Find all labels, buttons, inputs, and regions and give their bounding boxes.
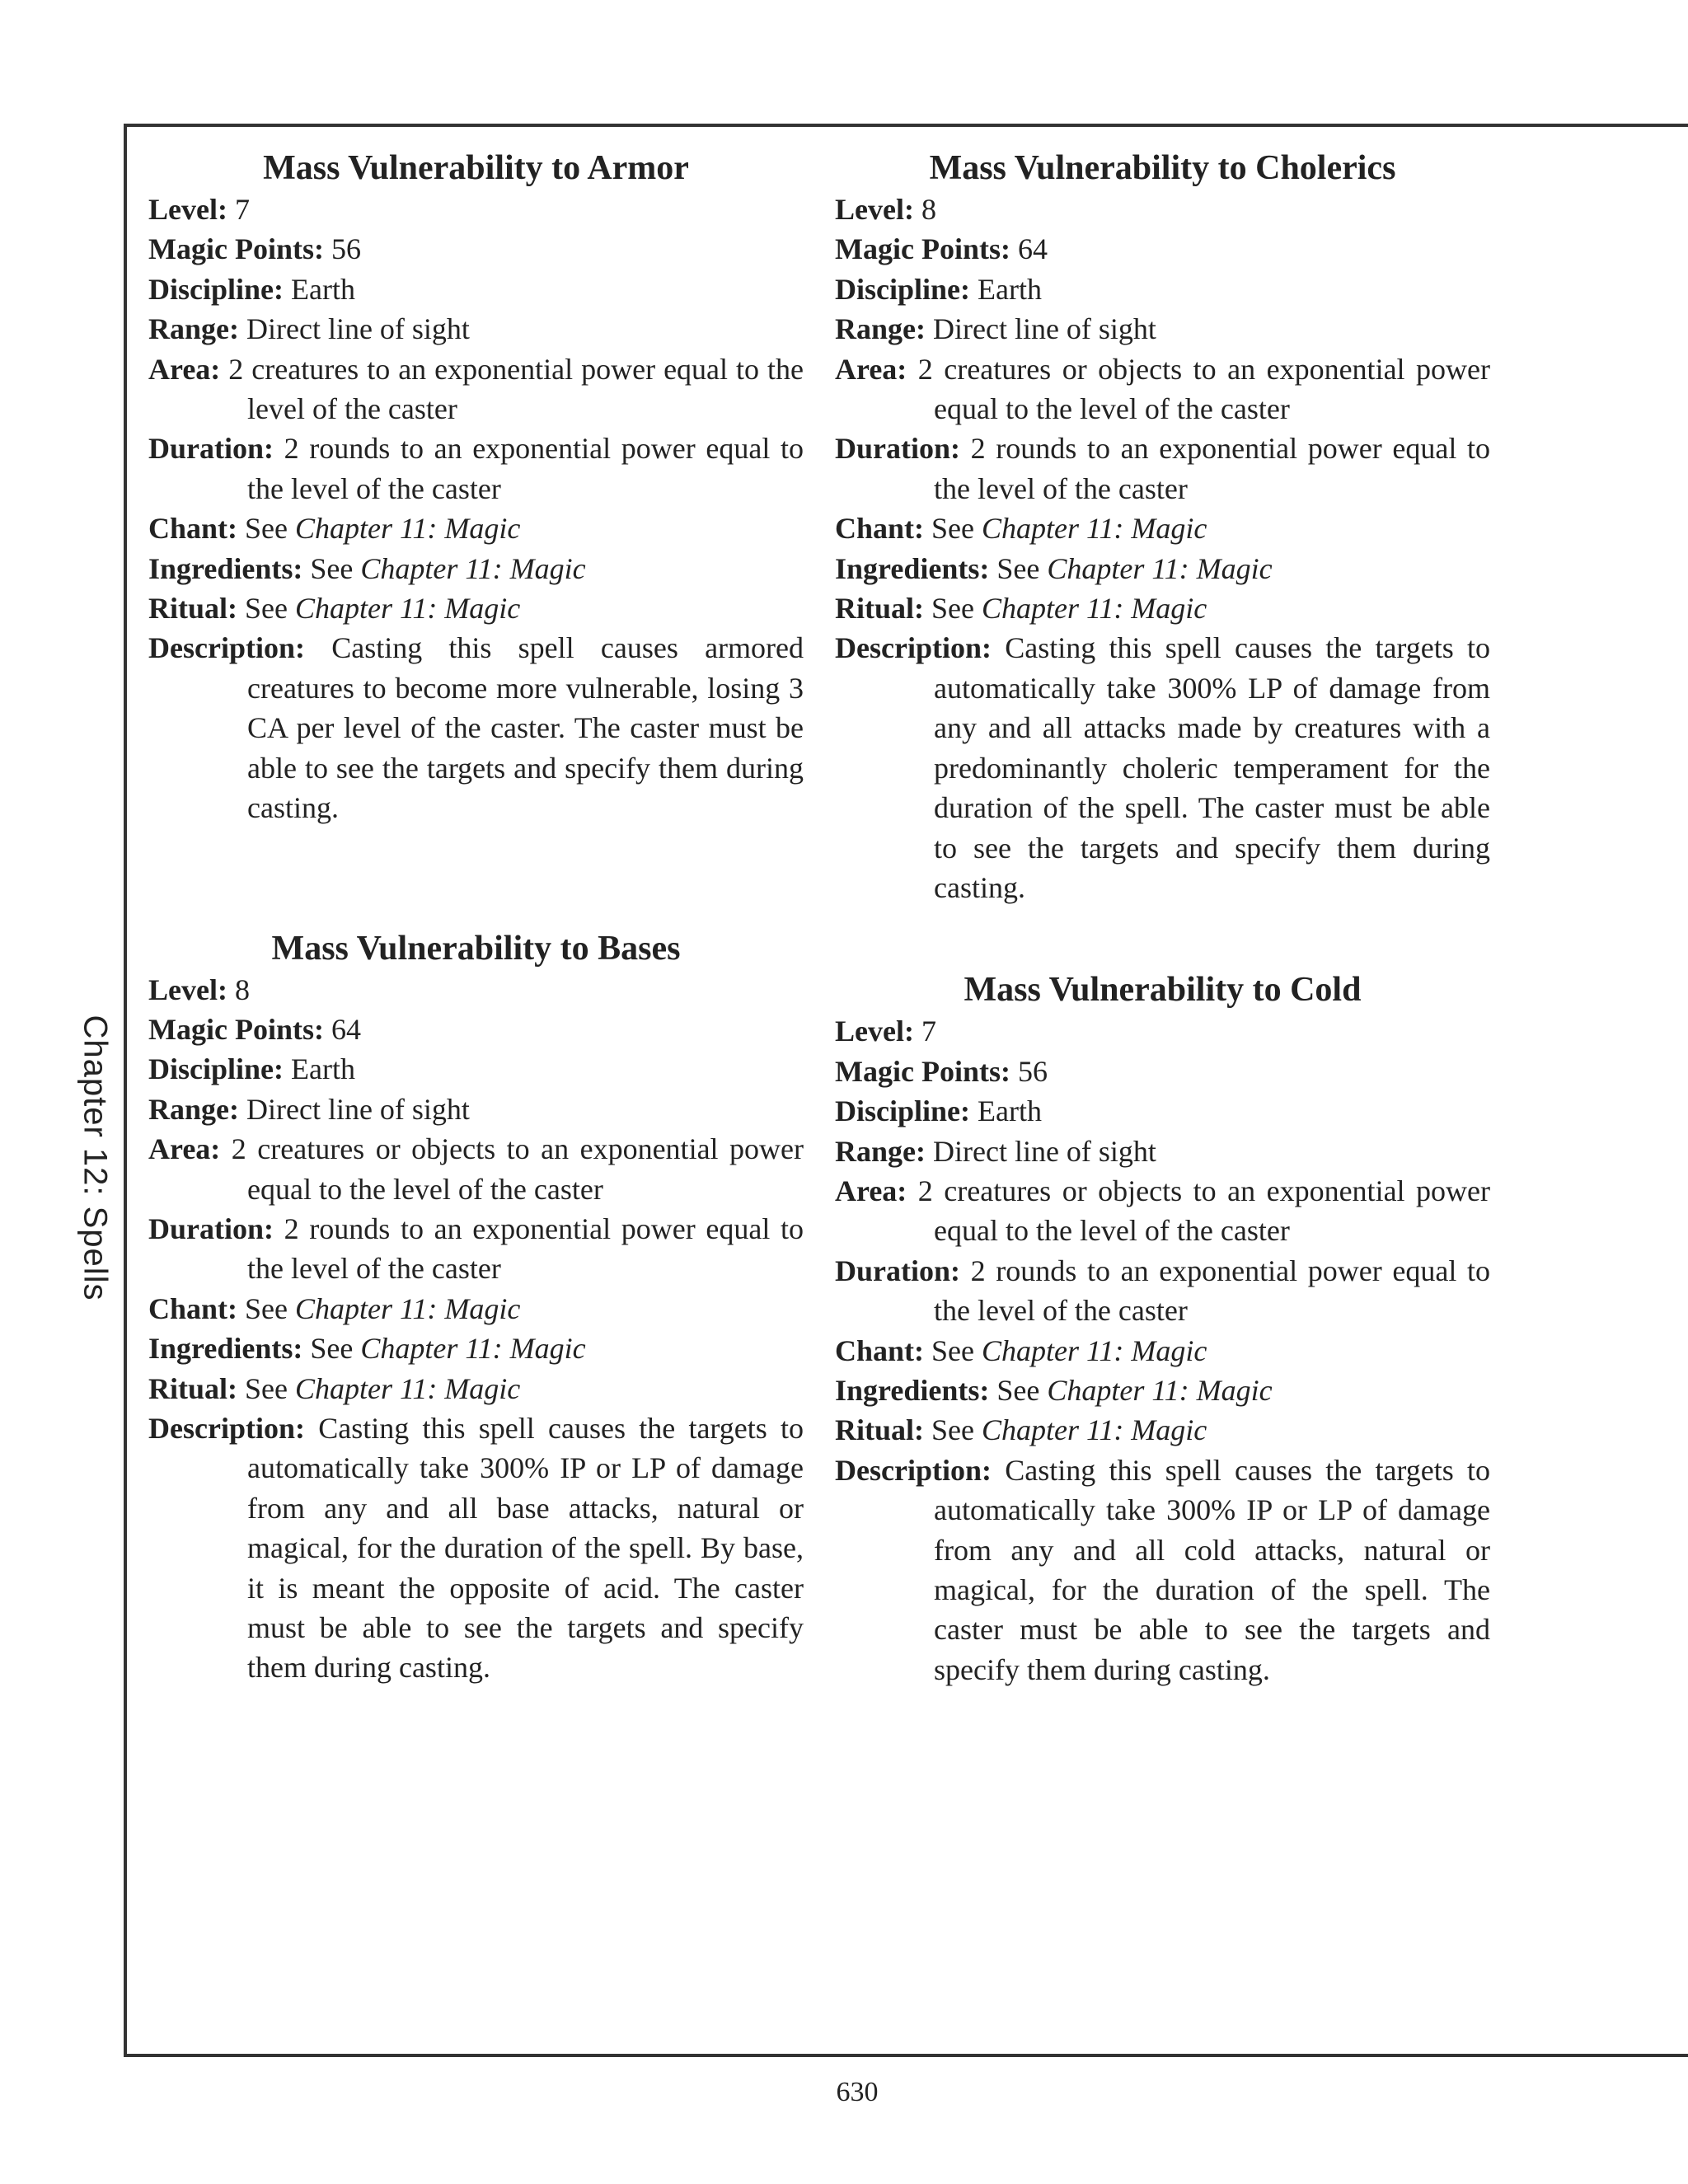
field-label: Description: xyxy=(148,1411,305,1445)
field-label: Chant: xyxy=(835,512,925,546)
field-label: Ingredients: xyxy=(148,1332,303,1366)
field-label: Duration: xyxy=(835,1254,960,1287)
spell-field-chant xyxy=(148,509,804,548)
field-value: Direct line of sight xyxy=(933,1134,1156,1168)
field-value: Earth xyxy=(291,1052,355,1086)
spell-field-range xyxy=(835,1132,1490,1171)
field-label: Chant: xyxy=(148,512,238,546)
spell-field-magic-points xyxy=(835,1052,1490,1091)
field-label: Description: xyxy=(835,631,992,665)
field-value: 2 creatures or objects to an exponential power equal to the level of the caster xyxy=(917,1174,1491,1248)
field-label: Magic Points: xyxy=(835,1054,1010,1088)
spell-entry xyxy=(835,145,1490,907)
chapter-reference: Chapter 11: Magic xyxy=(981,1413,1207,1447)
field-label: Discipline: xyxy=(835,272,971,306)
field-label: Area: xyxy=(835,1174,907,1207)
chapter-reference: Chapter 11: Magic xyxy=(1047,1373,1273,1407)
field-label: Range: xyxy=(835,312,926,346)
page-number: 630 xyxy=(836,2077,879,2107)
chapter-reference: Chapter 11: Magic xyxy=(294,592,521,626)
field-value: 8 xyxy=(921,193,936,226)
spell-field-chant xyxy=(148,1289,804,1329)
field-label: Range: xyxy=(148,1092,239,1126)
right-column xyxy=(835,145,1490,1690)
field-value: 7 xyxy=(234,193,250,226)
spell-field-description xyxy=(835,628,1490,907)
see-text: See xyxy=(931,1333,975,1367)
spell-field-description xyxy=(835,1451,1490,1690)
field-label: Ingredients: xyxy=(835,551,990,585)
see-text: See xyxy=(310,1332,354,1366)
spell-field-range xyxy=(835,309,1490,349)
spell-field-ritual xyxy=(148,588,804,628)
field-label: Ritual: xyxy=(835,592,924,626)
field-value: 56 xyxy=(331,232,361,266)
field-label: Description: xyxy=(148,631,305,665)
field-value: Casting this spell causes armored creatures to become more vulnerable, losing 3 CA per level of the caster. The caster must be able to see the targets and specify them during casting. xyxy=(247,631,804,825)
spell-field-ritual xyxy=(148,1369,804,1408)
chapter-reference: Chapter 11: Magic xyxy=(1047,551,1273,585)
field-label: Range: xyxy=(148,312,239,346)
field-value: 64 xyxy=(1017,232,1048,266)
chapter-reference: Chapter 11: Magic xyxy=(295,512,521,546)
field-value: 7 xyxy=(921,1015,936,1048)
chapter-reference: Chapter 11: Magic xyxy=(982,512,1207,546)
field-label: Duration: xyxy=(835,432,960,466)
field-label: Chant: xyxy=(835,1333,925,1367)
field-value: Direct line of sight xyxy=(246,1092,470,1126)
field-label: Ingredients: xyxy=(148,551,303,585)
spell-field-duration xyxy=(835,429,1490,509)
field-label: Ritual: xyxy=(148,1371,237,1405)
chapter-reference: Chapter 11: Magic xyxy=(360,1332,586,1366)
spell-field-discipline xyxy=(148,269,804,309)
field-value: 2 rounds to an exponential power equal to the level of the caster xyxy=(934,1254,1490,1328)
field-value: 2 rounds to an exponential power equal to the level of the caster xyxy=(247,432,804,505)
field-label: Description: xyxy=(835,1453,992,1487)
spell-field-duration xyxy=(835,1251,1490,1331)
spell-field-area xyxy=(148,1129,804,1209)
spell-field-area xyxy=(148,349,804,429)
field-label: Magic Points: xyxy=(148,1012,324,1046)
spell-field-description xyxy=(148,628,804,827)
field-label: Ritual: xyxy=(835,1413,924,1447)
spell-field-chant xyxy=(835,1331,1490,1371)
spell-field-area xyxy=(835,349,1490,429)
spell-entry xyxy=(148,145,804,828)
spell-field-discipline xyxy=(835,269,1490,309)
spell-field-ingredients xyxy=(835,549,1490,588)
see-text: See xyxy=(245,1291,288,1325)
spell-field-level xyxy=(835,1011,1490,1051)
field-label: Discipline: xyxy=(835,1094,971,1128)
field-label: Magic Points: xyxy=(835,232,1010,266)
field-value: Earth xyxy=(291,272,355,306)
spell-field-discipline xyxy=(148,1049,804,1089)
spell-field-magic-points xyxy=(835,229,1490,269)
field-value: 2 creatures or objects to an exponential power equal to the level of the caster xyxy=(917,352,1491,426)
spell-field-ingredients xyxy=(148,549,804,588)
see-text: See xyxy=(310,551,354,585)
spell-entry xyxy=(835,967,1490,1690)
see-text: See xyxy=(996,1373,1040,1407)
spell-field-level xyxy=(148,970,804,1010)
field-value: 8 xyxy=(234,972,250,1006)
see-text: See xyxy=(931,1413,974,1447)
field-label: Level: xyxy=(835,1015,914,1048)
chapter-side-label: Chapter 12: Spells xyxy=(77,1015,114,1301)
chapter-reference: Chapter 11: Magic xyxy=(294,1371,521,1405)
spell-field-ingredients xyxy=(835,1371,1490,1410)
field-value: Direct line of sight xyxy=(246,312,470,346)
field-label: Magic Points: xyxy=(148,232,324,266)
see-text: See xyxy=(245,592,288,626)
field-label: Area: xyxy=(148,1132,221,1166)
spell-field-level xyxy=(148,190,804,229)
field-label: Level: xyxy=(835,193,914,226)
spell-field-ritual xyxy=(835,1410,1490,1450)
field-label: Ingredients: xyxy=(835,1373,990,1407)
field-value: 2 creatures or objects to an exponential power equal to the level of the caster xyxy=(231,1132,804,1206)
spell-title: Mass Vulnerability to Armor xyxy=(263,149,689,187)
field-label: Area: xyxy=(835,352,907,386)
spell-field-chant xyxy=(835,509,1490,548)
spell-field-duration xyxy=(148,429,804,509)
field-label: Area: xyxy=(148,352,221,386)
spell-field-description xyxy=(148,1408,804,1688)
spell-entry xyxy=(148,926,804,1688)
spell-field-duration xyxy=(148,1209,804,1289)
field-label: Discipline: xyxy=(148,272,284,306)
see-text: See xyxy=(245,512,288,546)
spell-field-area xyxy=(835,1171,1490,1251)
spell-field-range xyxy=(148,309,804,349)
chapter-reference: Chapter 11: Magic xyxy=(982,1333,1207,1367)
spell-title: Mass Vulnerability to Bases xyxy=(271,929,681,968)
spell-title: Mass Vulnerability to Cold xyxy=(964,971,1362,1010)
see-text: See xyxy=(245,1371,288,1405)
spell-field-range xyxy=(148,1090,804,1129)
field-value: 2 rounds to an exponential power equal to the level of the caster xyxy=(247,1212,804,1286)
field-label: Discipline: xyxy=(148,1052,284,1086)
field-label: Chant: xyxy=(148,1291,238,1325)
field-label: Duration: xyxy=(148,432,274,466)
spell-field-magic-points xyxy=(148,229,804,269)
spell-field-magic-points xyxy=(148,1010,804,1049)
chapter-reference: Chapter 11: Magic xyxy=(360,551,586,585)
field-value: 2 rounds to an exponential power equal to the level of the caster xyxy=(934,432,1490,505)
field-value: Earth xyxy=(978,1094,1042,1128)
field-label: Ritual: xyxy=(148,592,237,626)
see-text: See xyxy=(931,592,974,626)
field-label: Level: xyxy=(148,972,227,1006)
see-text: See xyxy=(931,512,975,546)
field-value: Casting this spell causes the targets to automatically take 300% LP of damage from any and all attacks made by creatures with a predominantly choleric temperament for the duration of the spell. The caster must be able to see the targets and specify them during casting. xyxy=(934,631,1491,904)
field-label: Duration: xyxy=(148,1212,274,1245)
spell-field-level xyxy=(835,190,1490,229)
chapter-reference: Chapter 11: Magic xyxy=(295,1291,521,1325)
field-label: Range: xyxy=(835,1134,926,1168)
spell-field-ritual xyxy=(835,588,1490,628)
chapter-reference: Chapter 11: Magic xyxy=(981,592,1207,626)
field-value: Direct line of sight xyxy=(933,312,1156,346)
field-value: 64 xyxy=(331,1012,361,1046)
field-value: 56 xyxy=(1017,1054,1048,1088)
left-column xyxy=(148,145,804,1688)
field-label: Level: xyxy=(148,193,227,226)
field-value: Casting this spell causes the targets to automatically take 300% IP or LP of damage from any and all base attacks, natural or magical, for the duration of the spell. By base, it is meant the opposite of acid. The caster must be able to see the targets and specify them during casting. xyxy=(247,1411,804,1685)
spell-field-discipline xyxy=(835,1091,1490,1131)
field-value: Earth xyxy=(978,272,1042,306)
see-text: See xyxy=(996,551,1040,585)
field-value: 2 creatures to an exponential power equal to the level of the caster xyxy=(228,352,804,426)
spell-title: Mass Vulnerability to Cholerics xyxy=(929,149,1396,187)
field-value: Casting this spell causes the targets to automatically take 300% IP or LP of damage from any and all cold attacks, natural or magical, for the duration of the spell. The caster must be able to see the targets and specify them during casting. xyxy=(934,1453,1491,1686)
spell-field-ingredients xyxy=(148,1329,804,1368)
